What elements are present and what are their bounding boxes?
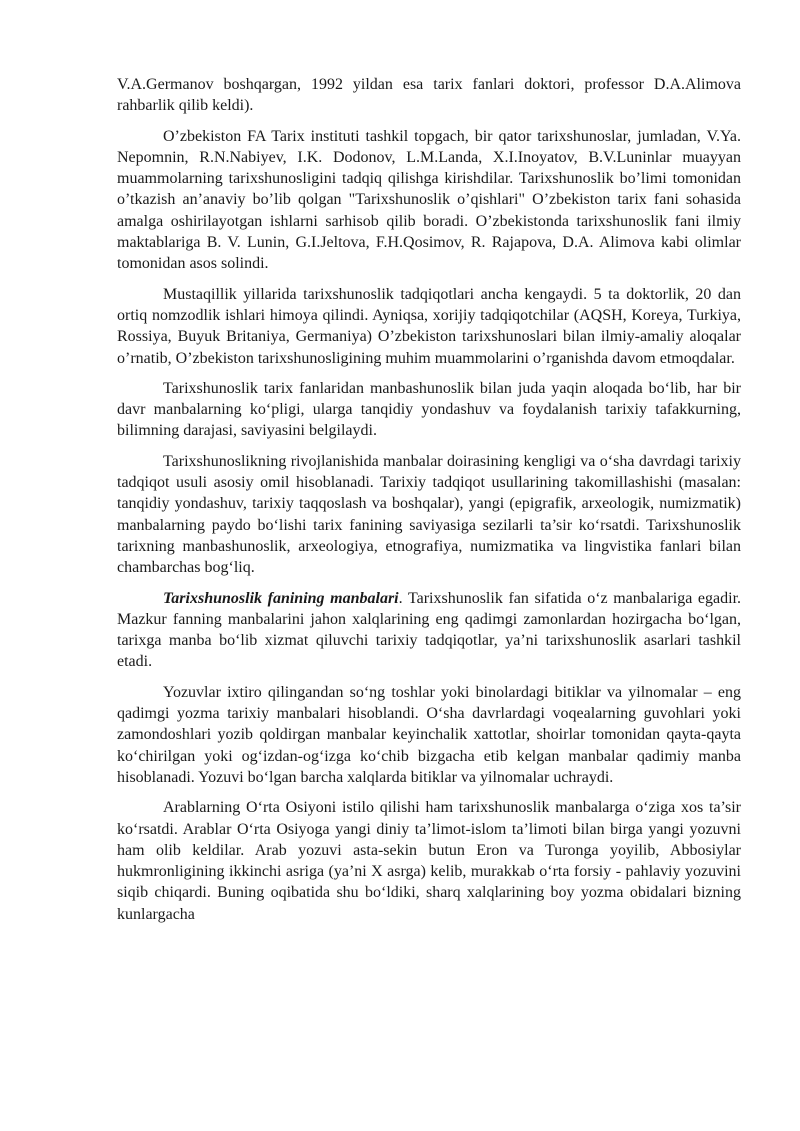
paragraph-6 (117, 588, 741, 673)
section-heading-inline: Tarixshunoslik fanining manbalari (163, 589, 399, 607)
paragraph-4: Tarixshunoslik tarix fanlaridan manbashunoslik bilan juda yaqin aloqada bo‘lib, har bir davr manbalarning ko‘pligi, ularga tanqidiy yondashuv va foydalanish tarixiy tafakkurning, bilimning darajasi, saviyasini belgilaydi. (117, 379, 741, 440)
paragraph-7: Yozuvlar ixtiro qilingandan so‘ng toshlar yoki binolardagi bitiklar va yilnomalar – eng qadimgi yozma tarixiy manbalari hisoblandi. O‘sha davrlardagi voqealarning guvohlari yoki zamondoshlari yozib qoldirgan manbalar keyinchalik xattotlar, shoirlar tomonidan qayta-qayta ko‘chirilgan yoki og‘izdan-og‘izga ko‘chib bizgacha etib kelgan manbalar qadimiy manba hisoblanadi. Yozuvi bo‘lgan barcha xalqlarda bitiklar va yilnomalar uchraydi. (117, 683, 741, 786)
paragraph-1: V.A.Germanov boshqargan, 1992 yildan esa tarix fanlari doktori, professor D.A.Alimova rahbarlik qilib keldi). (117, 76, 741, 115)
paragraph-2: O’zbekiston FA Tarix instituti tashkil topgach, bir qator tarixshunoslar, jumladan, V.Ya. Nepomnin, R.N.Nabiyev, I.K. Dodonov, L.M.Landa, X.I.Inoyatov, B.V.Luninlar muayyan muammolarning tarixshunosligini tadqiq qilishga kirishdilar. Tarixshunoslik bo’limi tomonidan o’tkazish an’anaviy bo’lib qolgan "Tarixshunoslik o’qishlari" O’zbekiston tarix fani sohasida amalga oshirilayotgan ishlarni sarhisob qilib boradi. O’zbekistonda tarixshunoslik fani ilmiy maktablariga B. V. Lunin, G.I.Jeltova, F.H.Qosimov, R. Rajapova, D.A. Alimova kabi olimlar tomonidan asos solindi. (117, 127, 741, 273)
document-page (117, 74, 741, 934)
paragraph-6-text: . Tarixshunoslik fan sifatida o‘z manbalariga egadir. Mazkur fanning manbalarini jahon xalqlarining eng qadimgi zamonlardan hozirgacha bo‘lgan, tarixga manba bo‘lib xizmat qiluvchi tarixiy tadqiqotlar, ya’ni tarixshunoslik asarlari tashkil etadi. (117, 589, 742, 671)
paragraph-5: Tarixshunoslikning rivojlanishida manbalar doirasining kengligi va o‘sha davrdagi tarixiy tadqiqot usuli asosiy omil hisoblanadi. Tarixiy tadqiqot usullarining takomillashishi (masalan: tanqidiy yondashuv, tarixiy taqqoslash va boshqalar), yangi (epigrafik, arxeologik, numizmatik) manbalarning paydo bo‘lishi tarix fanining saviyasiga sezilarli ta’sir ko‘rsatdi. Tarixshunoslik tarixning manbashunoslik, arxeologiya, etnografiya, numizmatika va lingvistika fanlari bilan chambarchas bog‘liq. (117, 452, 741, 577)
paragraph-3: Mustaqillik yillarida tarixshunoslik tadqiqotlari ancha kengaydi. 5 ta doktorlik, 20 dan ortiq nomzodlik ishlari himoya qilindi. Ayniqsa, xorijiy tadqiqotchilar (AQSH, Koreya, Turkiya, Rossiya, Buyuk Britaniya, Germaniya) O’zbekiston tarixshunoslari bilan ilmiy-amaliy aloqalar o’rnatib, O’zbekiston tarixshunosligining muhim muammolarini o’rganishda davom etmoqdalar. (117, 285, 741, 367)
paragraph-8: Arablarning O‘rta Osiyoni istilo qilishi ham tarixshunoslik manbalarga o‘ziga xos ta’sir ko‘rsatdi. Arablar O‘rta Osiyoga yangi diniy ta’limot-islom ta’limoti bilan birga yangi yozuvni ham olib keldilar. Arab yozuvi asta-sekin butun Eron va Turonga yoyilib, Abbosiylar hukmronligining ikkinchi asriga (ya’ni X asrga) kelib, murakkab o‘rta forsiy - pahlaviy yozuvini siqib chiqardi. Buning oqibatida shu bo‘ldiki, sharq xalqlarining boy yozma obidalari bizning kunlargacha (117, 799, 741, 923)
